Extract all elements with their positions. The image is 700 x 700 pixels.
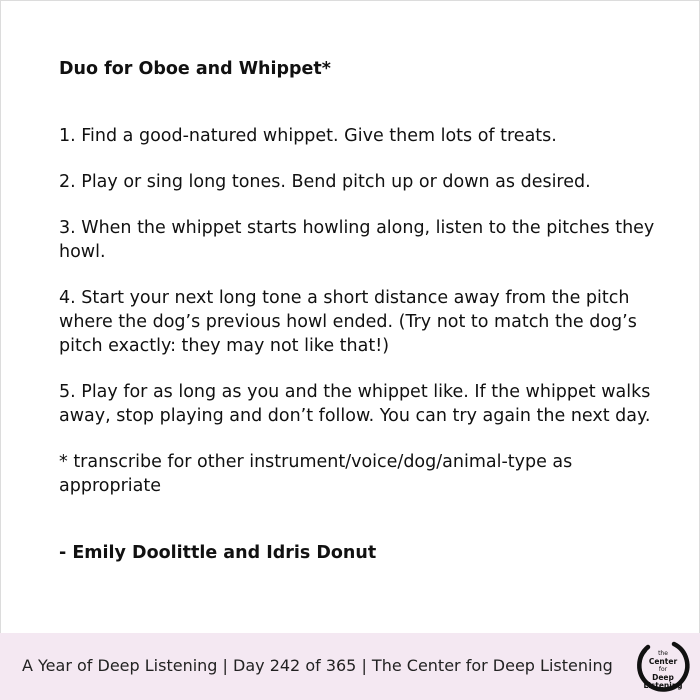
instruction-step-2: 2. Play or sing long tones. Bend pitch up or down as desired. [59,172,591,192]
logo-line-deep: Deep [652,673,674,682]
logo-line-for: for [658,666,668,673]
logo-line-listening: Listening [643,681,683,690]
footnote: * transcribe for other instrument/voice/dog/animal-type as appropriate [59,452,573,496]
logo-line-center: Center [648,657,678,666]
instruction-step-4: 4. Start your next long tone a short distance away from the pitch where the dog’s previous howl ended. (Try not to match the dog’s pitch exactly: they may not like that!) [59,288,637,356]
footer-text: A Year of Deep Listening | Day 242 of 365 | The Center for Deep Listening [22,656,613,675]
instruction-step-5: 5. Play for as long as you and the whippet like. If the whippet walks away, stop playing and don’t follow. You can try again the next day. [59,382,651,426]
footer-bar [0,633,700,700]
piece-title: Duo for Oboe and Whippet* [59,59,331,79]
author-signature: - Emily Doolittle and Idris Donut [59,543,377,563]
logo-wordmark [634,650,692,690]
center-for-deep-listening-logo [634,638,692,696]
instruction-step-1: 1. Find a good-natured whippet. Give them lots of treats. [59,126,557,146]
score-content [59,57,659,565]
instruction-step-3: 3. When the whippet starts howling along, listen to the pitches they howl. [59,218,655,262]
logo-line-the: the [658,650,668,657]
instruction-list [59,124,659,498]
